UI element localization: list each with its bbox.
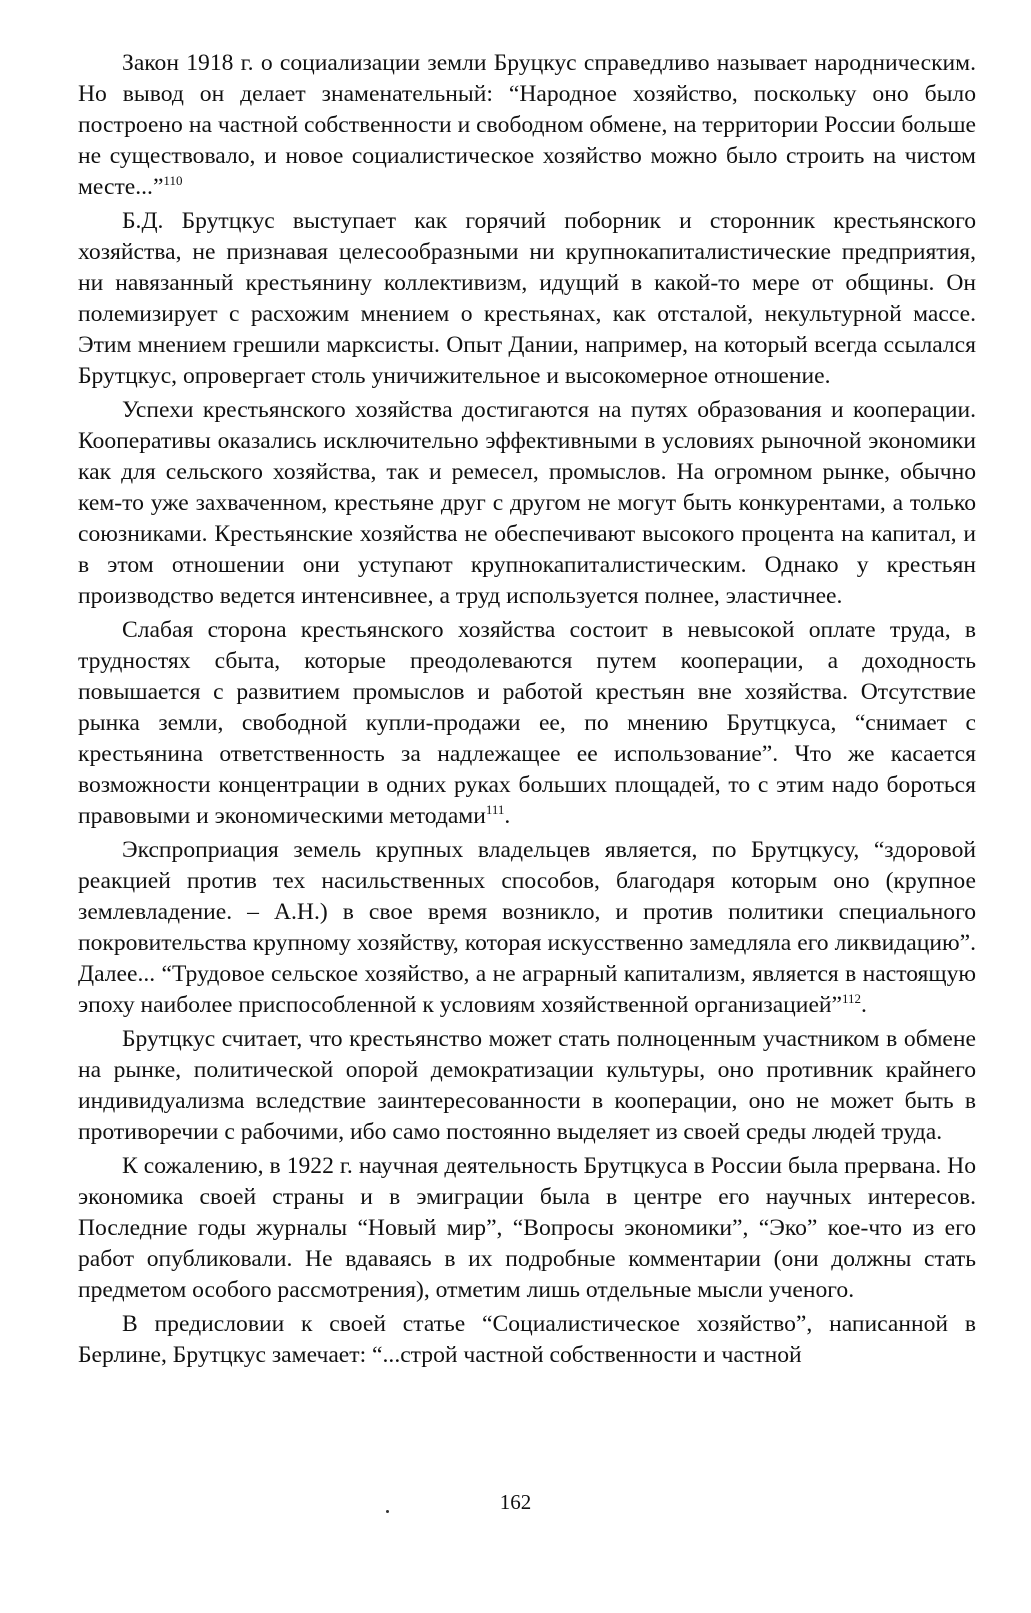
paragraph-6 (78, 1024, 976, 1148)
paragraph-4-tail: . (504, 803, 511, 829)
paragraph-3 (78, 395, 976, 612)
paragraph-3-text: Успехи крестьянского хозяйства достигаются на путях образования и кооперации. Кооперативы оказались исключительно эффективными в условиях рыночной экономики как для сельского хозяйства, так и ремесел, промыслов. На огромном рынке, обычно кем-то уже захваченном, крестьяне друг с другом не могут быть конкурентами, а только союзниками. Крестьянские хозяйства не обеспечивают высокого процента на капитал, и в этом отношении они уступают крупнокапиталистическим. Однако у крестьян производство ведется интенсивнее, а труд используется полнее, эластичнее. (78, 397, 976, 609)
paragraph-2-text: Б.Д. Брутцкус выступает как горячий поборник и сторонник крестьянского хозяйства, не признавая целесообразными ни крупнокапиталистические предприятия, ни навязанный крестьянину коллективизм, идущий в какой-то мере от общины. Он полемизирует с расхожим мнением о крестьянах, как отсталой, некультурной массе. Этим мнением грешили марксисты. Опыт Дании, например, на который всегда ссылался Брутцкус, опровергает столь уничижительное и высокомерное отношение. (78, 208, 976, 389)
paragraph-4-text: Слабая сторона крестьянского хозяйства состоит в невысокой оплате труда, в трудностях сбыта, которые преодолеваются путем кооперации, а доходность повышается с развитием промыслов и работой крестьян вне хозяйства. Отсутствие рынка земли, свободной купли-продажи ее, по мнению Брутцкуса, “снимает с крестьянина ответственность за надлежащее ее использование”. Что же касается возможности концентрации в одних руках больших площадей, то с этим надо бороться правовыми и экономическими методами (78, 617, 976, 829)
paragraph-8 (78, 1309, 976, 1371)
paragraph-1-text: Закон 1918 г. о социализации земли Бруцкус справедливо называет народническим. Но вывод он делает знаменательный: “Народное хозяйство, поскольку оно было построено на частной собственности и свободном обмене, на территории России больше не существовало, и новое социалистическое хозяйство можно было строить на чистом месте...” (78, 50, 976, 200)
paragraph-2 (78, 206, 976, 392)
paragraph-5-text: Экспроприация земель крупных владельцев является, по Брутцкусу, “здоровой реакцией против тех насильственных способов, благодаря которым оно (крупное землевладение. – А.Н.) в свое время возникло, и против политики специального покровительства крупному хозяйству, которая искусственно замедляла его ликвидацию”. Далее... “Трудовое сельское хозяйство, а не аграрный капитализм, является в настоящую эпоху наиболее приспособленной к условиям хозяйственной организацией” (78, 837, 976, 1018)
paragraph-6-text: Брутцкус считает, что крестьянство может стать полноценным участником в обмене на рынке, политической опорой демократизации культуры, оно противник крайнего индивидуализма вследствие заинтересованности в кооперации, оно не может быть в противоречии с рабочими, ибо само постоянно выделяет из своей среды людей труда. (78, 1026, 976, 1145)
book-page (78, 48, 976, 1578)
paragraph-1 (78, 48, 976, 203)
footnote-ref-110: 110 (163, 173, 183, 189)
footnote-ref-112: 112 (842, 991, 862, 1007)
paragraph-8-text: В предисловии к своей статье “Социалистическое хозяйство”, написанной в Берлине, Брутцкус замечает: “...строй частной собственности и частной (78, 1311, 976, 1368)
paragraph-5 (78, 835, 976, 1021)
paragraph-4 (78, 615, 976, 832)
paragraph-7 (78, 1151, 976, 1306)
page-number: 162 (499, 1490, 532, 1514)
paragraph-7-text: К сожалению, в 1922 г. научная деятельность Брутцкуса в России была прервана. Но экономика своей страны и в эмиграции была в центре его научных интересов. Последние годы журналы “Новый мир”, “Вопросы экономики”, “Эко” кое-что из его работ опубликовали. Не вдаваясь в их подробные комментарии (они должны стать предметом особого рассмотрения), отметим лишь отдельные мысли ученого. (78, 1153, 976, 1303)
paragraph-5-tail: . (861, 992, 867, 1018)
footnote-ref-111: 111 (485, 802, 505, 818)
